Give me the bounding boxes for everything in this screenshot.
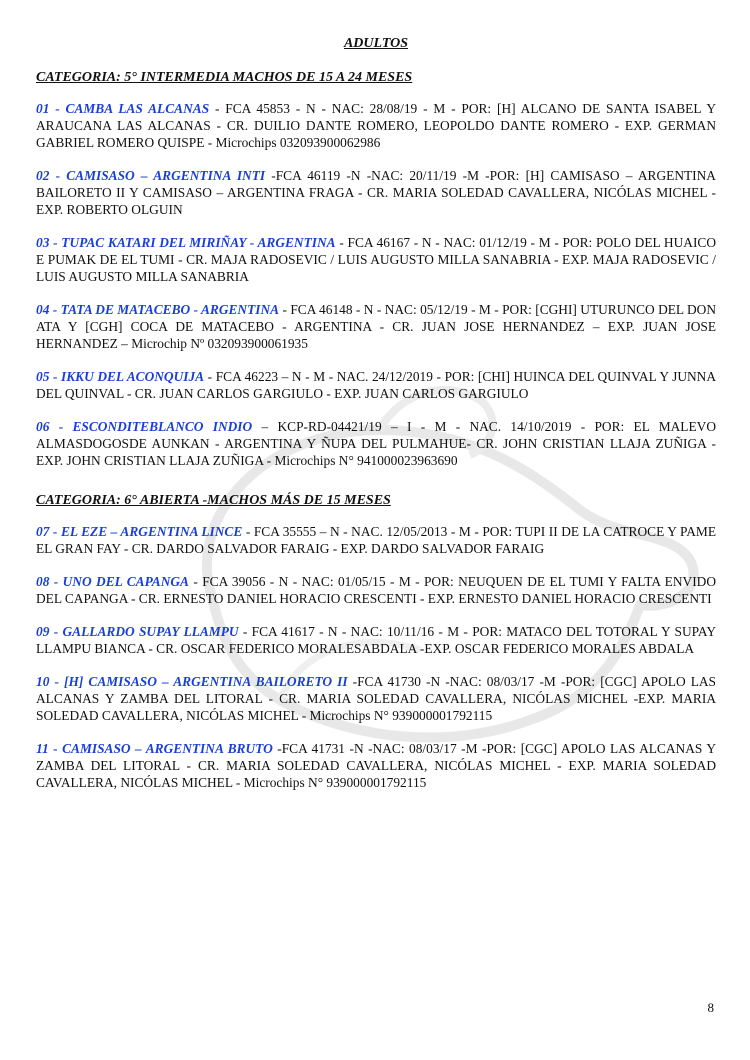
entry-text: -FCA 46119 -N -NAC: 20/11/19 -M -POR: [H] CAMISASO – ARGENTINA BAILORETO II Y CAMISASO – ARGENTINA FRAGA - CR. MARIA SOLEDAD CAVALLERA, NICÓLAS MICHEL -EXP. ROBERTO OLGUIN	[36, 168, 716, 217]
category-heading: CATEGORIA: 6° ABIERTA -MACHOS MÁS DE 15 MESES	[36, 493, 391, 508]
entry-text: -FCA 41731 -N -NAC: 08/03/17 -M -POR: [CGC] APOLO LAS ALCANAS Y ZAMBA DEL LITORAL - CR. MARIA SOLEDAD CAVALLERA, NICÓLAS MICHEL - EXP. MARIA SOLEDAD CAVALLERA, NICÓLAS MICHEL -	[36, 741, 716, 790]
entry-heading: 03 - TUPAC KATARI DEL MIRIÑAY - ARGENTINA	[36, 235, 336, 250]
entry-text: - FCA 35555 – N - NAC. 12/05/2013 - M - POR: TUPI II DE LA CATROCE Y PAME EL GRAN FAY - CR. DARDO SALVADOR FARAIG - EXP. DARDO SALVADOR FARAIG	[36, 524, 716, 556]
category-heading: CATEGORIA: 5° INTERMEDIA MACHOS DE 15 A 24 MESES	[36, 70, 413, 85]
entry	[36, 523, 716, 557]
entry-text: - FCA 46148 - N - NAC: 05/12/19 - M - POR: [CGHI] UTURUNCO DEL DON ATA Y [CGH] COCA DE MATACEBO - ARGENTINA - CR. JUAN JOSE HERNANDEZ – EXP. JUAN JOSE HERNANDEZ –	[36, 302, 717, 351]
entry-text: -FCA 41730 -N -NAC: 08/03/17 -M -POR: [CGC] APOLO LAS ALCANAS Y ZAMBA DEL LITORAL - CR. MARIA SOLEDAD CAVALLERA, NICÓLAS MICHEL -EXP. MARIA SOLEDAD CAVALLERA, NICÓLAS MICHEL -	[36, 674, 716, 723]
entry-heading: 11 - CAMISASO – ARGENTINA BRUTO	[36, 741, 273, 756]
entry	[36, 573, 716, 607]
entry-heading: 04 - TATA DE MATACEBO - ARGENTINA	[36, 302, 280, 317]
entry-heading: 10 - [H] CAMISASO – ARGENTINA BAILORETO II	[36, 674, 348, 689]
entry-text: - FCA 45853 - N - NAC: 28/08/19 - M - POR: [H] ALCANO DE SANTA ISABEL Y ARAUCANA LAS ALCANAS - CR. DUILIO DANTE ROMERO, LEOPOLDO DANTE ROMERO - EXP. GERMAN GABRIEL ROMERO QUISPE -	[36, 101, 716, 150]
entry-heading: 08 - UNO DEL CAPANGA	[36, 574, 189, 589]
entry-microchip: Microchips N° 941000023963690	[274, 453, 458, 468]
entry-microchip: Microchips N° 939000001792115	[309, 708, 493, 723]
entry	[36, 100, 716, 151]
page-number: 8	[707, 1000, 714, 1015]
entry-text: – KCP-RD-04421/19 – I - M - NAC. 14/10/2019 - POR: EL MALEVO ALMASDOGOSDE AUNKAN - ARGENTINA Y ÑUPA DEL PULMAHUE- CR. JOHN CRISTIAN LLAJA ZUÑIGA - EXP. JOHN CRISTIAN LLAJA ZUÑIGA -	[36, 419, 716, 468]
entry	[36, 234, 716, 285]
entry	[36, 418, 716, 469]
entry	[36, 167, 716, 218]
entry-microchip: Microchips 032093900062986	[215, 135, 381, 150]
entry	[36, 368, 716, 402]
entry	[36, 301, 716, 352]
entry-heading: 09 - GALLARDO SUPAY LLAMPU	[36, 624, 239, 639]
entry-text: - FCA 46223 – N - M - NAC. 24/12/2019 - POR: [CHI] HUINCA DEL QUINVAL Y JUNNA DEL QUINVAL - CR. JUAN CARLOS GARGIULO - EXP. JUAN CARLOS GARGIULO	[36, 369, 716, 401]
entry-microchip: Microchips N° 939000001792115	[243, 775, 427, 790]
page-title: ADULTOS	[343, 36, 409, 51]
entry-heading: 02 - CAMISASO – ARGENTINA INTI	[36, 168, 266, 183]
entry-heading: 07 - EL EZE – ARGENTINA LINCE	[36, 524, 243, 539]
entry-text: - FCA 46167 - N - NAC: 01/12/19 - M - POR: POLO DEL HUAICO E PUMAK DE EL TUMI - CR. MAJA RADOSEVIC / LUIS AUGUSTO MILLA SANABRIA - EXP. MAJA RADOSEVIC / LUIS AUGUSTO MILLA SANABRIA	[36, 235, 717, 284]
entry	[36, 623, 716, 657]
document-page	[36, 36, 716, 807]
entry-text: - FCA 39056 - N - NAC: 01/05/15 - M - POR: NEUQUEN DE EL TUMI Y FALTA ENVIDO DEL CAPANGA - CR. ERNESTO DANIEL HORACIO CRESCENTI - EXP. ERNESTO DANIEL HORACIO CRESCENTI	[36, 574, 717, 606]
entry-heading: 01 - CAMBA LAS ALCANAS	[36, 101, 210, 116]
entry	[36, 740, 716, 791]
entry-microchip: Microchip Nº 032093900061935	[131, 336, 308, 351]
entry-text: - FCA 41617 - N - NAC: 10/11/16 - M - POR: MATACO DEL TOTORAL Y SUPAY LLAMPU BIANCA - CR. OSCAR FEDERICO MORALESABDALA -EXP. OSCAR FEDERICO MORALES ABDALA	[36, 624, 716, 656]
entry	[36, 673, 716, 724]
entry-heading: 05 - IKKU DEL ACONQUIJA	[36, 369, 205, 384]
entry-heading: 06 - ESCONDITEBLANCO INDIO	[36, 419, 253, 434]
